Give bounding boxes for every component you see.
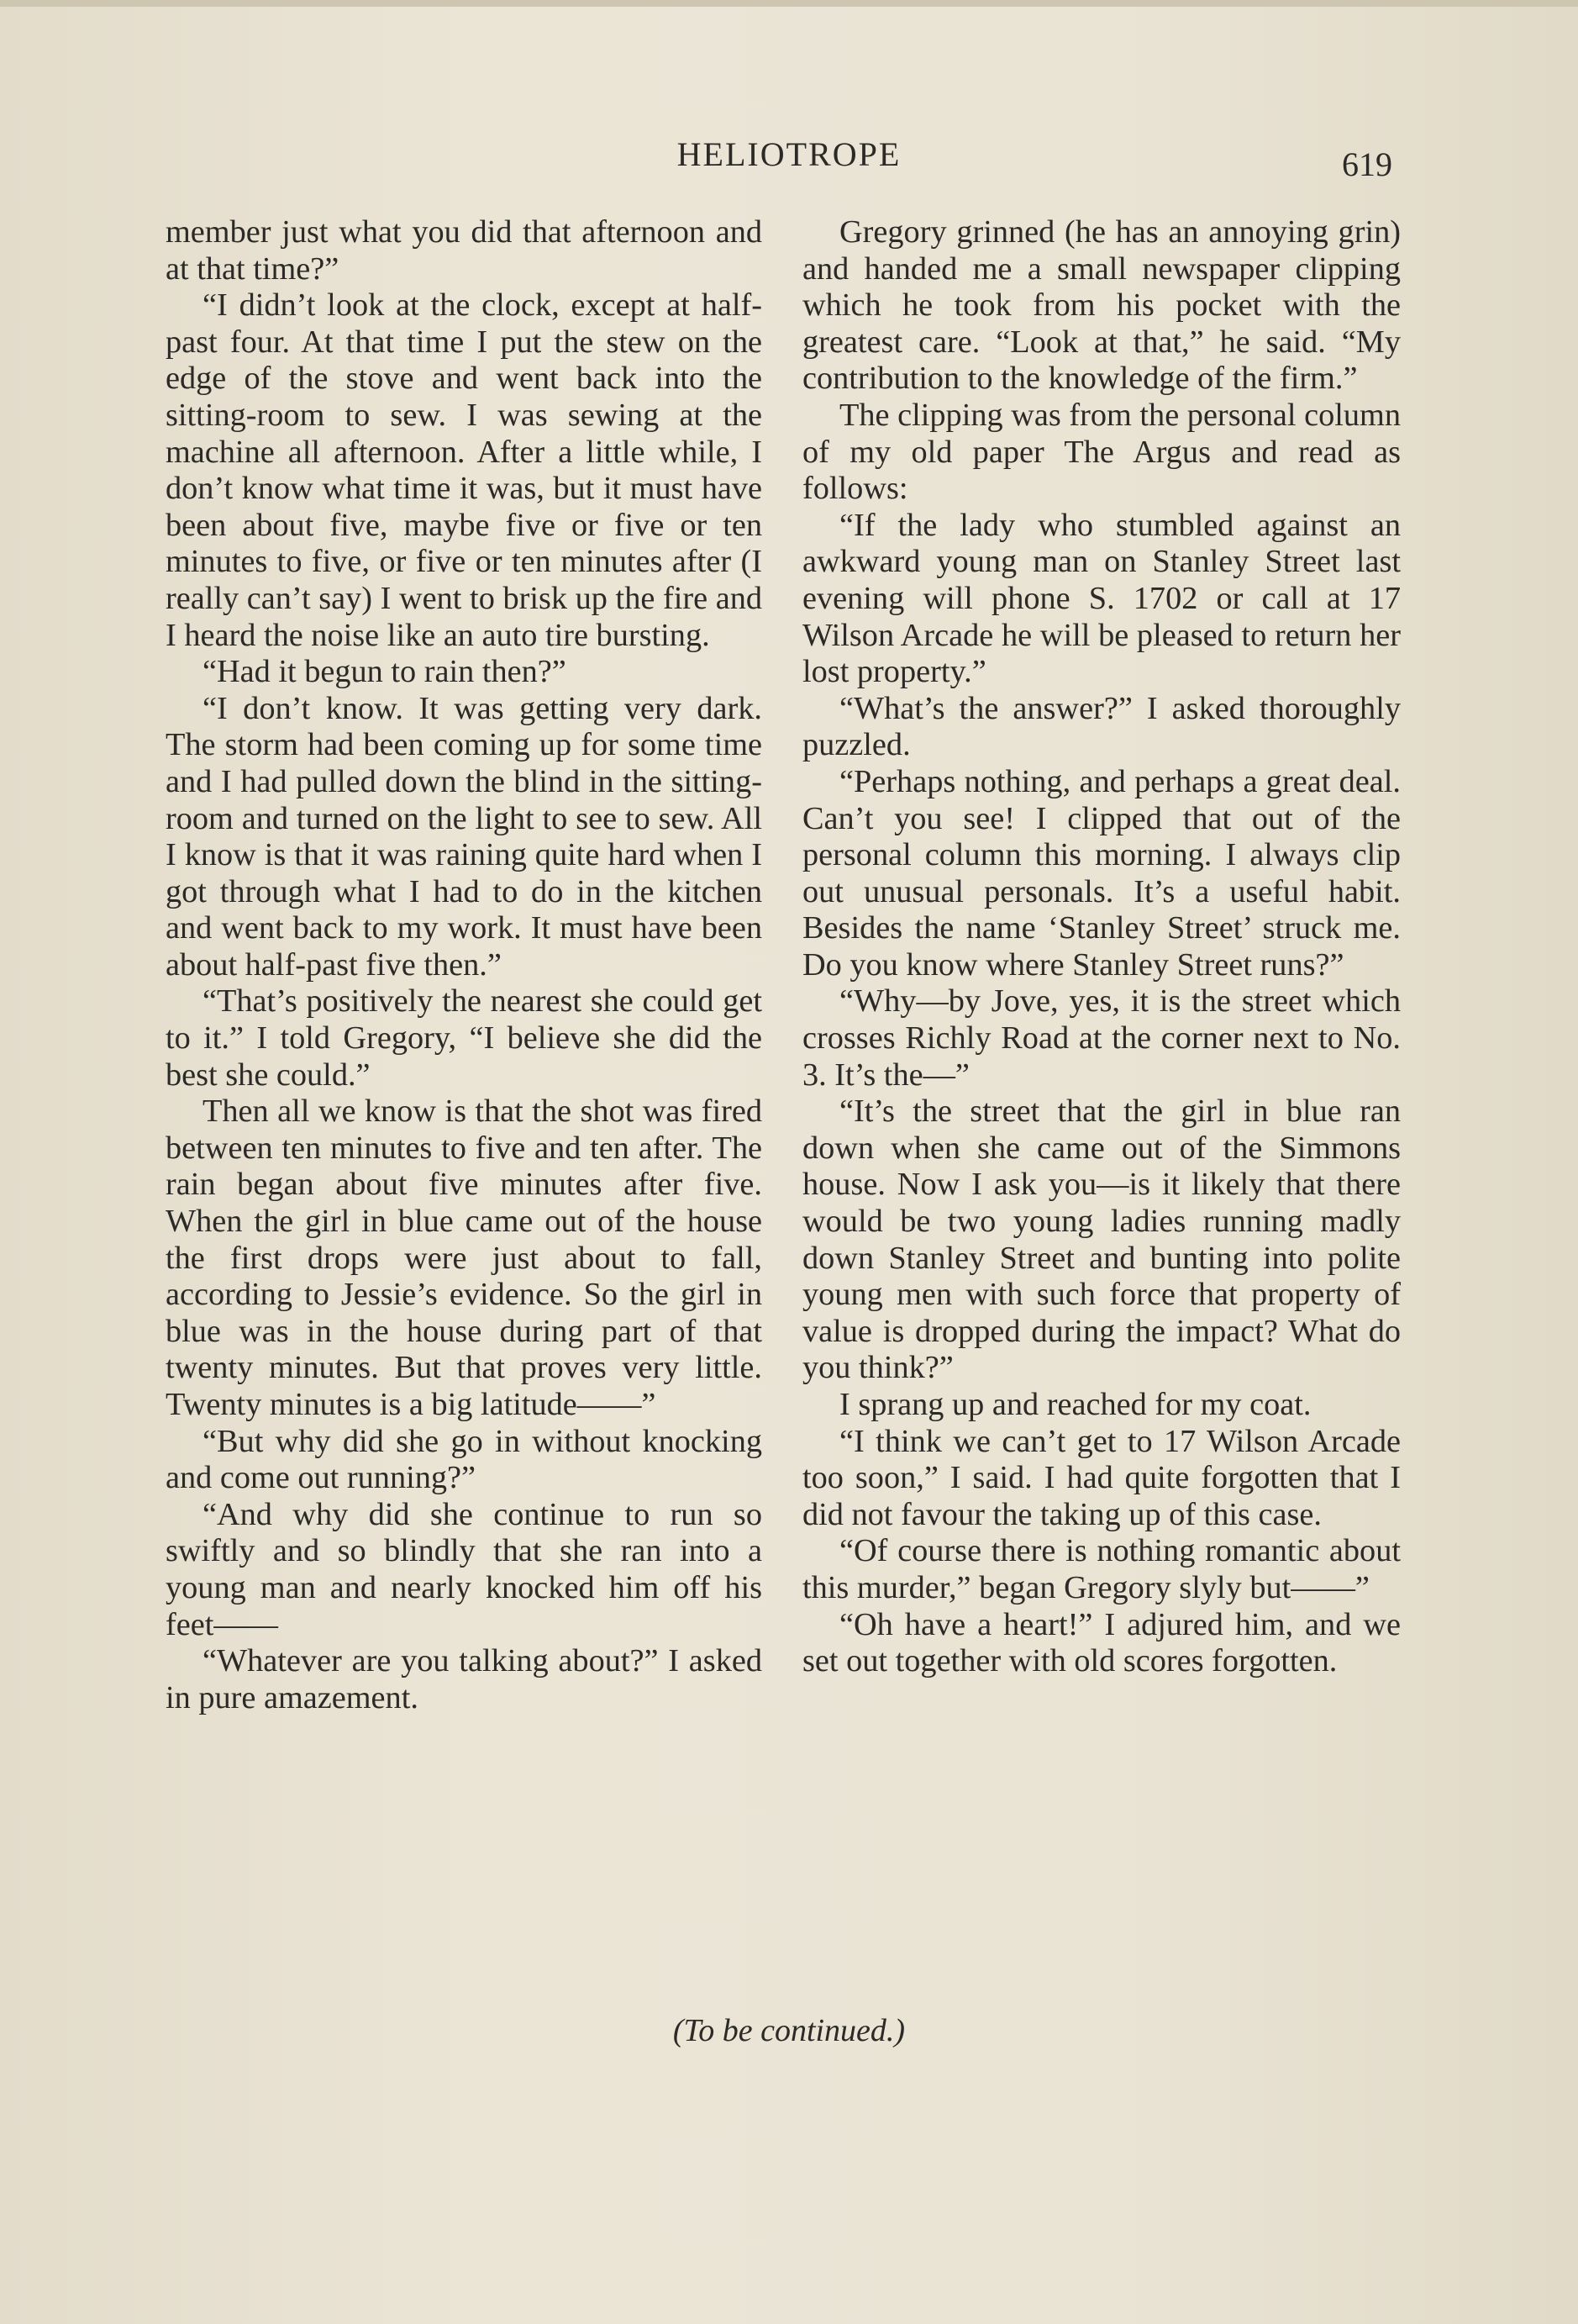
paragraph: member just what you did that afternoon and at that time?”	[166, 214, 762, 287]
paragraph: “I don’t know. It was getting very dark. The storm had been coming up for some time and I had pulled down the blind in the sitting-room and turned on the light to see to sew. All I know is that it was raining quite hard when I got through what I had to do in the kitchen and went back to my work. It must have been about half-past five then.”	[166, 690, 762, 983]
paragraph: “And why did she continue to run so swiftly and so blindly that she ran into a young man and nearly knocked him off his feet——	[166, 1496, 762, 1642]
left-column	[166, 214, 762, 1716]
paragraph: “What’s the answer?” I asked thoroughly puzzled.	[802, 690, 1401, 763]
paragraph: “Why—by Jove, yes, it is the street which crosses Richly Road at the corner next to No. 3. It’s the—”	[802, 983, 1401, 1093]
paragraph: “But why did she go in without knocking and come out running?”	[166, 1423, 762, 1496]
page-number: 619	[1342, 145, 1392, 183]
running-title: HELIOTROPE	[676, 135, 902, 173]
paragraph: “If the lady who stumbled against an awkward young man on Stanley Street last evening will phone S. 1702 or call at 17 Wilson Arcade he will be pleased to return her lost property.”	[802, 507, 1401, 690]
paragraph: The clipping was from the personal column of my old paper The Argus and read as follows:	[802, 397, 1401, 507]
paragraph: “Perhaps nothing, and perhaps a great deal. Can’t you see! I clipped that out of the personal column this morning. I always clip out unusual personals. It’s a useful habit. Besides the name ‘Stanley Street’ struck me. Do you know where Stanley Street runs?”	[802, 763, 1401, 983]
paragraph: Then all we know is that the shot was fired between ten minutes to five and ten after. The rain began about five minutes after five. When the girl in blue came out of the house the first drops were just about to fall, according to Jessie’s evidence. So the girl in blue was in the house during part of that twenty minutes. But that proves very little. Twenty minutes is a big latitude——”	[166, 1093, 762, 1422]
paragraph: “Of course there is nothing romantic about this murder,” began Gregory slyly but——”	[802, 1533, 1401, 1605]
paragraph: “Had it begun to rain then?”	[203, 654, 566, 690]
paragraph: “I think we can’t get to 17 Wilson Arcade too soon,” I said. I had quite forgotten that I did not favour the taking up of this case.	[802, 1423, 1401, 1532]
paragraph: “Whatever are you talking about?” I asked in pure amazement.	[166, 1643, 762, 1715]
paragraph: “I didn’t look at the clock, except at half-past four. At that time I put the stew on the edge of the stove and went back into the sitting-room to sew. I was sewing at the machine all afternoon. After a little while, I don’t know what time it was, but it must have been about five, maybe five or five or ten minutes to five, or five or ten minutes after (I really can’t say) I went to brisk up the fire and I heard the noise like an auto tire bursting.	[166, 287, 762, 653]
paragraph: “Oh have a heart!” I adjured him, and we set out together with old scores forgotten.	[802, 1606, 1401, 1679]
paragraph: I sprang up and reached for my coat.	[839, 1387, 1312, 1422]
page-top-edge	[0, 0, 1578, 7]
paragraph: “That’s positively the nearest she could get to it.” I told Gregory, “I believe she did the best she could.”	[166, 983, 762, 1093]
paragraph: “It’s the street that the girl in blue ran down when she came out of the Simmons house. Now I ask you—is it likely that there would be two young ladies running madly down Stanley Street and bunting into polite young men with such force that property of value is dropped during the impact? What do you think?”	[802, 1093, 1401, 1386]
right-column	[802, 214, 1401, 1680]
paragraph: Gregory grinned (he has an annoying grin) and handed me a small newspaper clipping which he took from his pocket with the greatest care. “Look at that,” he said. “My contribution to the knowledge of the firm.”	[802, 214, 1401, 397]
to-be-continued-note: (To be continued.)	[672, 2013, 906, 2048]
